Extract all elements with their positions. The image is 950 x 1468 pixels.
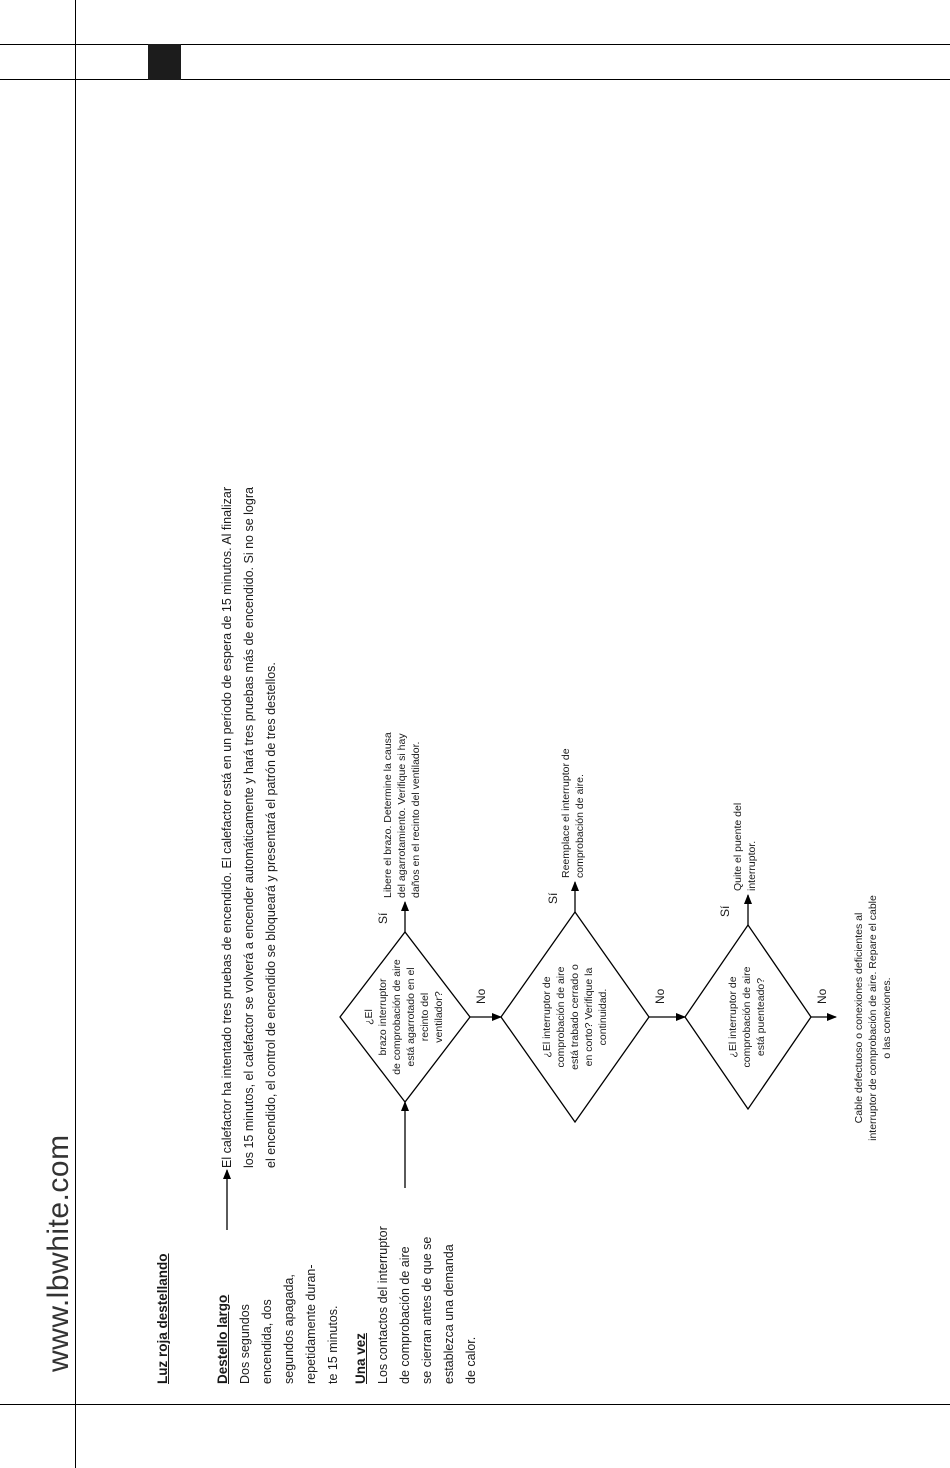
question-line: ventilador? (433, 991, 445, 1043)
question-line: brazo interruptor (377, 978, 389, 1056)
desc-line: de comprobación de aire (398, 1246, 412, 1384)
decision-3-yes-label: Sí (718, 905, 732, 917)
result-line: El calefactor ha intentado tres pruebas de encendido. El calefactor está en un período de espera de 15 minutos. Al finalizar (220, 487, 234, 1168)
question-line: continuidad. (597, 988, 609, 1046)
decision-3-no-label: No (815, 988, 829, 1004)
result-line: los 15 minutos, el calefactor se volverá a encender automáticamente y hará tres pruebas más de encendido. Si no se logra (242, 487, 256, 1168)
action-line: o las conexiones. (881, 977, 893, 1059)
question-line: ¿El interruptor de (541, 976, 553, 1058)
action-line: del agarrotamiento. Verifique si hay (396, 733, 408, 898)
question-line: en corto? Verifique la (583, 967, 595, 1067)
action-line: interruptor de comprobación de aire. Repare el cable (867, 895, 879, 1141)
action-line: Quite el puente del (732, 802, 744, 891)
website-url: www.lbwhite.com (42, 1134, 75, 1372)
decision-3-question (726, 925, 768, 1109)
page-title: Luz roja destellando (155, 1253, 170, 1384)
question-line: ¿El (363, 1009, 375, 1025)
desc-line: segundos apagada, (282, 1274, 296, 1384)
decision-1-yes-label: Sí (376, 912, 390, 924)
decision-2-question (540, 912, 610, 1122)
desc-line: establezca una demanda (442, 1244, 456, 1384)
question-line: comprobación de aire (555, 966, 567, 1068)
decision-2-no-label: No (653, 988, 667, 1004)
question-line: está puenteado? (755, 977, 767, 1057)
pattern-heading-once: Una vez (353, 1332, 368, 1384)
action-line: Libere el brazo. Determine la causa (382, 732, 394, 898)
action-line: comprobación de aire. (574, 774, 586, 878)
question-line: de comprobación de aire (391, 959, 403, 1075)
action-line: interruptor. (746, 840, 758, 891)
action-line: Reemplace el interruptor de (560, 748, 572, 878)
decision-1-no-label: No (474, 988, 488, 1004)
desc-line: te 15 minutos. (326, 1305, 340, 1384)
decision-2-yes-action (559, 748, 587, 878)
pattern-heading-long-flash: Destello largo (215, 1294, 230, 1384)
decision-1-yes-action (381, 732, 423, 898)
desc-line: repetidamente duran- (304, 1264, 318, 1384)
decision-2-yes-label: Sí (546, 892, 560, 904)
final-no-action (852, 888, 894, 1148)
question-line: está agarrotado en el (405, 967, 417, 1067)
desc-line: Dos segundos (238, 1304, 252, 1384)
action-line: daños en el recinto del ventilador. (410, 741, 422, 898)
question-line: está trabado cerrado o (569, 964, 581, 1070)
action-line: Cable defectuoso o conexiones deficientes al (853, 912, 865, 1124)
desc-line: encendida, dos (260, 1299, 274, 1384)
question-line: comprobación de aire (741, 966, 753, 1068)
desc-line: se cierran antes de que se (420, 1236, 434, 1384)
question-line: recinto del (419, 992, 431, 1042)
result-line: el encendido, el control de encendido se bloqueará y presentará el patrón de tres destellos. (264, 662, 278, 1168)
desc-line: de calor. (464, 1336, 478, 1384)
decision-1-question (362, 932, 446, 1102)
desc-line: Los contactos del interruptor (376, 1226, 390, 1384)
question-line: ¿El interruptor de (727, 976, 739, 1058)
decision-3-yes-action (731, 803, 759, 891)
